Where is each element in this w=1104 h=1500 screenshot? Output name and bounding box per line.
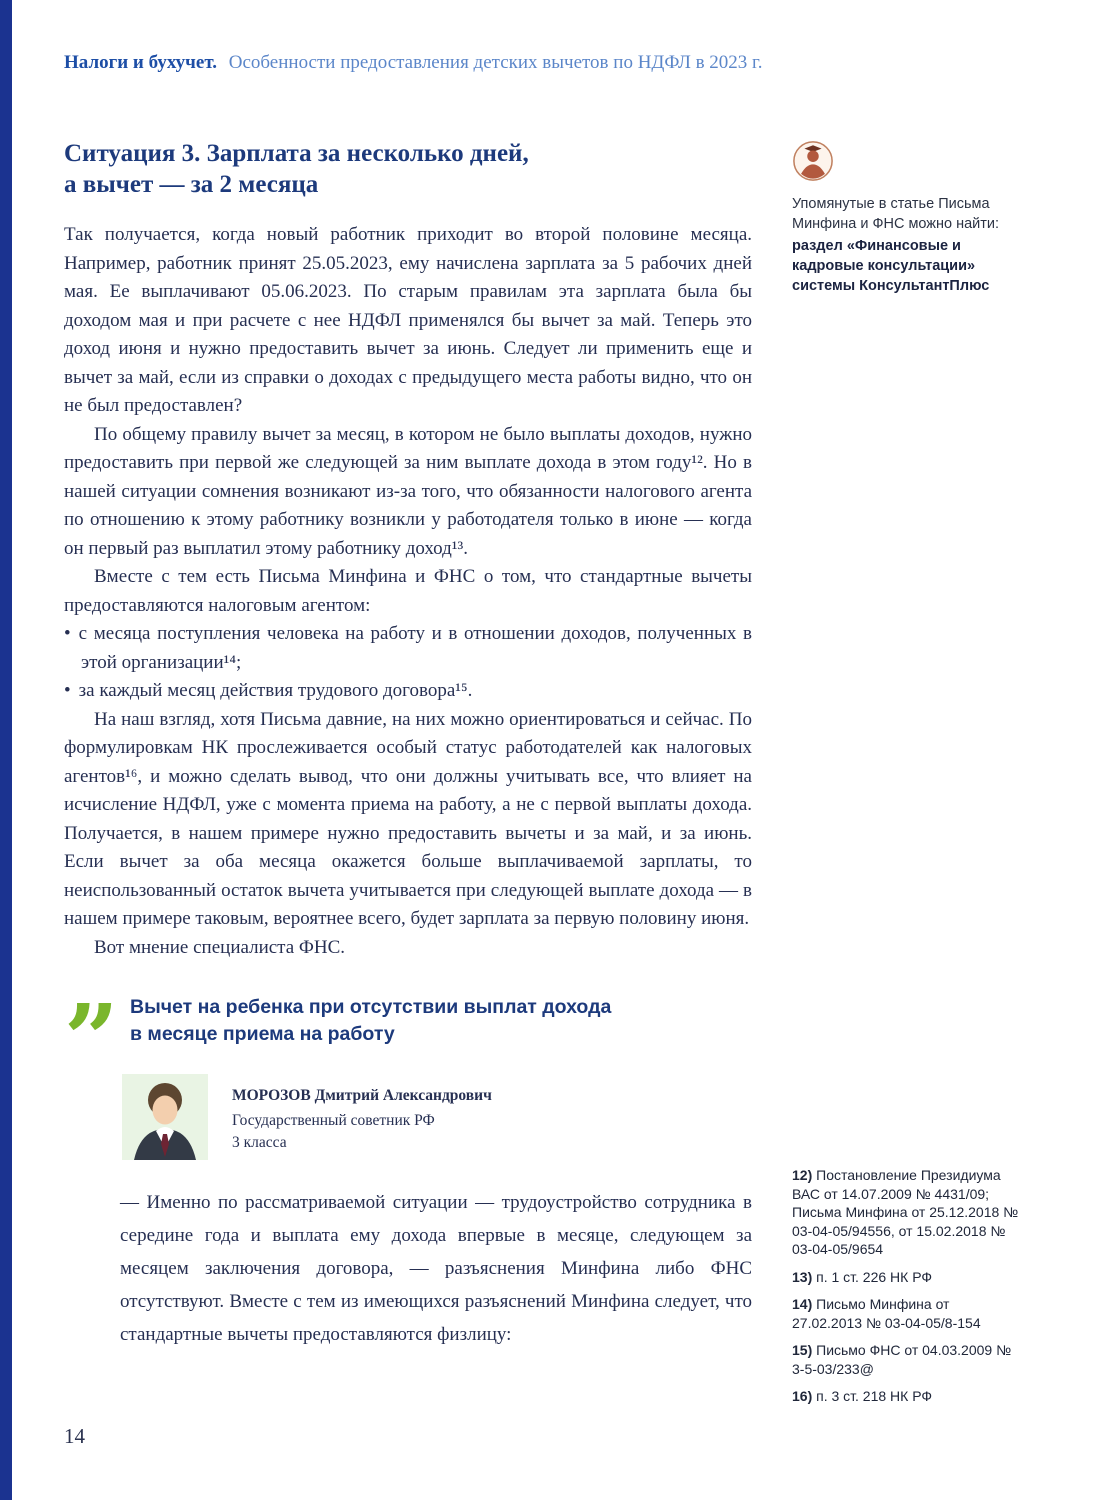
quote-heading-line2: в месяце приема на работу <box>130 1023 395 1045</box>
footnote-text: п. 1 ст. 226 НК РФ <box>816 1268 933 1285</box>
paragraph-4: На наш взгляд, хотя Письма давние, на них можно ориентироваться и сейчас. По формулировкам НК прослеживается особый статус работодателей как налоговых агентов¹⁶, и можно сделать вывод, что они должны учитывать все, что влияет на исчисление НДФЛ, уже с момента приема на работу, а не с первой выплаты дохода. Получается, в нашем примере нужно предоставить вычеты и за май, и за июнь. Если вычет за оба месяца окажется больше выплачиваемой зарплаты, то неиспользованный остаток вычета учитывается при следующей выплате дохода — в нашем примере таковым, вероятнее всего, будет зарплата за первую половину июня. <box>64 708 752 929</box>
footnote-14 <box>792 1295 1022 1332</box>
footnote-16 <box>792 1387 1022 1406</box>
author-info <box>232 1074 492 1160</box>
sidebar-note-intro: Упомянутые в статье Письма Минфина и ФНС можно найти: <box>792 196 1000 232</box>
article-body <box>64 138 752 1351</box>
section-heading <box>64 138 752 200</box>
paragraph-5: Вот мнение специалиста ФНС. <box>94 936 346 958</box>
running-header <box>64 52 1014 74</box>
sidebar-note-reference: раздел «Финансовые и кадровые консультации» системы КонсультантПлюс <box>792 238 990 294</box>
footnote-number: 16) <box>792 1388 813 1404</box>
section-heading-line1: Ситуация 3. Зарплата за несколько дней, <box>64 140 529 167</box>
left-edge-bar <box>0 0 12 1500</box>
bullet-icon: • <box>64 680 71 701</box>
quote-marks-icon: ” <box>64 984 119 1095</box>
author-block <box>122 1074 752 1160</box>
author-title-line2: 3 класса <box>232 1134 287 1151</box>
footnote-text: Постановление Президиума ВАС от 14.07.2009 № 4431/09; Письма Минфина от 25.12.2018 № 03-04-05/94556, от 15.02.2018 № 03-04-05/9654 <box>792 1167 1019 1257</box>
footnote-text: Письмо ФНС от 04.03.2009 № 3-5-03/233@ <box>792 1342 1012 1377</box>
paragraph-1: Так получается, когда новый работник приходит во второй половине месяца. Например, работник принят 25.05.2023, ему начислена зарплата за 5 рабочих дней мая. Ее выплачивают 05.06.2023. По старым правилам эта зарплата была бы доходом мая и при расчете с нее НДФЛ применялся бы вычет за май. Теперь это доход июня и нужно предоставить вычет за июнь. Следует ли применить еще и вычет за май, если из справки о доходах с предыдущего места работы видно, что он не был предоставлен? <box>64 224 752 416</box>
author-photo <box>122 1074 208 1160</box>
footnote-13 <box>792 1268 1022 1287</box>
bullet-text: за каждый месяц действия трудового договора¹⁵. <box>78 680 473 701</box>
sidebar-note <box>792 140 1018 296</box>
expert-circle-icon-graphic <box>792 140 834 182</box>
paragraph-2: По общему правилу вычет за месяц, в котором не было выплаты доходов, нужно предоставить при первой же следующей за ним выплате дохода в этом году¹². Но в нашей ситуации сомнения возникают из-за того, что обязанности налогового агента по отношению к этому работнику возникли у работодателя только в июне — когда он первый раз выплатил этому работнику доход¹³. <box>64 423 752 559</box>
footnotes-column <box>792 1166 1022 1415</box>
quote-heading <box>130 992 611 1048</box>
page-number: 14 <box>64 1424 85 1448</box>
footnote-number: 15) <box>792 1342 813 1358</box>
quote-text: — Именно по рассматриваемой ситуации — трудоустройство сотрудника в середине года и выплата ему дохода впервые в месяце, следующем за месяцем заключения договора, — разъяснения Минфина либо ФНС отсутствуют. Вместе с тем из имеющихся разъяснений Минфина следует, что стандартные вычеты предоставляются физлицу: <box>120 1192 752 1345</box>
footnote-12 <box>792 1166 1022 1259</box>
article-title: Особенности предоставления детских вычетов по НДФЛ в 2023 г. <box>228 52 763 73</box>
bullet-item <box>64 677 752 706</box>
quote-heading-line1: Вычет на ребенка при отсутствии выплат дохода <box>130 996 612 1018</box>
bullet-text: с месяца поступления человека на работу и в отношении доходов, полученных в этой организации¹⁴; <box>78 623 752 673</box>
footnote-number: 14) <box>792 1296 813 1312</box>
bullet-item <box>64 620 752 677</box>
section-heading-line2: а вычет — за 2 месяца <box>64 171 319 198</box>
expert-circle-icon <box>792 140 834 182</box>
author-portrait-illustration <box>122 1074 208 1160</box>
expert-quote-block <box>64 984 752 1351</box>
author-title-line1: Государственный советник РФ <box>232 1112 435 1129</box>
magazine-section-title: Налоги и бухучет. <box>64 52 217 73</box>
paragraph-3: Вместе с тем есть Письма Минфина и ФНС о том, что стандартные вычеты предоставляются налоговым агентом: <box>64 566 752 616</box>
author-name: МОРОЗОВ Дмитрий Александрович <box>232 1087 492 1104</box>
footnote-number: 12) <box>792 1167 813 1183</box>
bullet-icon: • <box>64 623 71 644</box>
footnote-text: Письмо Минфина от 27.02.2013 № 03-04-05/8-154 <box>792 1296 981 1331</box>
footnote-text: п. 3 ст. 218 НК РФ <box>816 1388 933 1404</box>
quote-header <box>64 984 752 1095</box>
footnote-15 <box>792 1341 1022 1378</box>
footnote-number: 13) <box>792 1268 813 1285</box>
